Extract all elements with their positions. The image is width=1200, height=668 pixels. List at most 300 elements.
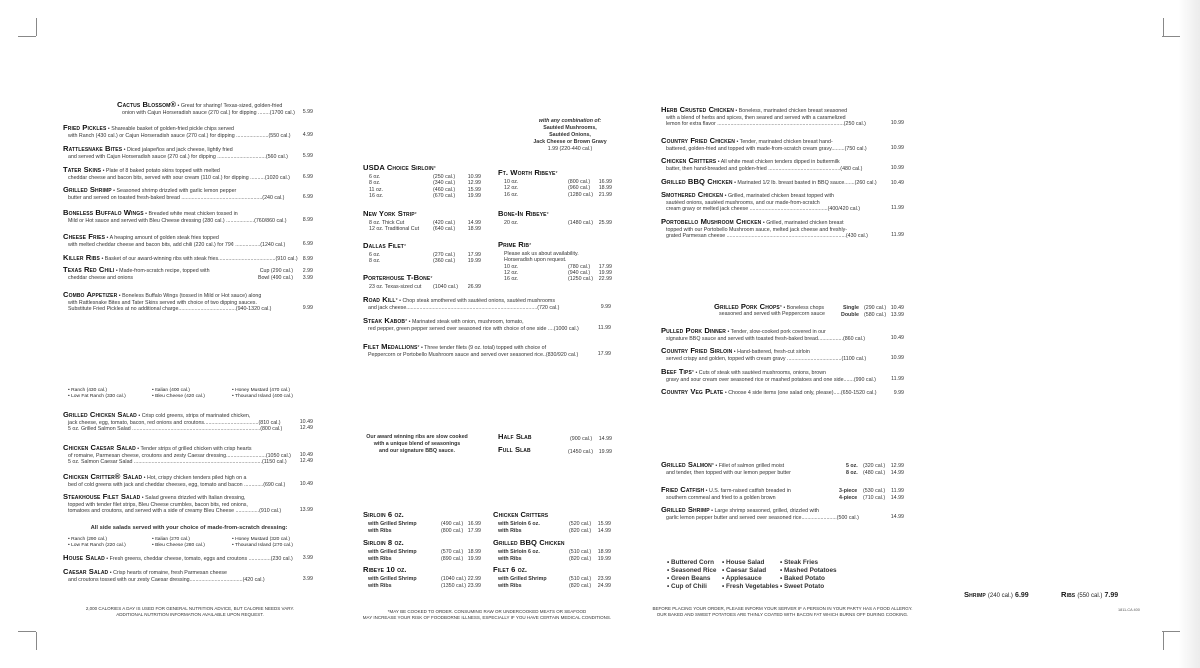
footer-line: BEFORE PLACING YOUR ORDER, PLEASE INFORM YOUR SERVER IF A PERSON IN YOUR PARTY HAS A FOOD ALLERGY. bbox=[652, 606, 913, 611]
item-cal: (480 cal.) bbox=[863, 470, 886, 476]
combo-option: with Ribs bbox=[498, 582, 522, 589]
combo-option: with Ribs bbox=[368, 555, 392, 562]
item-name: Country Veg Plate bbox=[661, 387, 724, 396]
item-line: Grilled Shrimp • Seasoned shrimp drizzled with garlic lemon pepper bbox=[63, 185, 237, 194]
item-price: 18.99 bbox=[597, 549, 611, 555]
item-desc: lemon for extra flavor ......................................................................................(250 cal.) bbox=[666, 121, 866, 128]
dressing-col-1 bbox=[68, 388, 126, 400]
item-desc: Boneless, marinated chicken breast seasoned bbox=[738, 108, 848, 114]
item-desc: Seasoned shrimp drizzled with garlic lemon pepper bbox=[116, 188, 237, 194]
steak-nystrip bbox=[363, 209, 481, 233]
item-name: Pulled Pork Dinner bbox=[661, 326, 726, 335]
item-name: Dallas Filet bbox=[363, 241, 404, 250]
item-cal: (250 cal.) bbox=[433, 174, 456, 180]
item-price: 17.99 bbox=[467, 527, 481, 534]
combo-item bbox=[493, 510, 611, 534]
item-price: 11.99 bbox=[891, 205, 904, 212]
item-cal: (960 cal.) bbox=[568, 185, 591, 192]
item-cal: (1280 cal.) bbox=[568, 191, 594, 198]
side-item: • Baked Potato bbox=[780, 575, 825, 582]
item-cal: (460 cal.) bbox=[433, 186, 456, 193]
page-edge-shadow bbox=[1178, 0, 1200, 668]
item-desc: Tender, slow-cooked pork covered in our bbox=[730, 329, 826, 335]
item-cal: (360 cal.) bbox=[433, 258, 456, 265]
item-name: Grilled Pork Chops bbox=[714, 302, 780, 311]
portion-label: 4-piece bbox=[839, 495, 858, 501]
combo-item bbox=[363, 510, 481, 534]
sides-col-3 bbox=[780, 559, 837, 591]
item-name: Cactus Blossom® bbox=[117, 100, 177, 109]
portion-label: 8 oz. bbox=[369, 258, 381, 265]
portion-label: 12 oz. Traditional Cut bbox=[369, 226, 420, 233]
item-price: 22.99 bbox=[467, 576, 481, 582]
item-name: Texas Red Chili bbox=[63, 265, 115, 274]
item-cal: (420 cal.) bbox=[433, 220, 456, 226]
appetizer-item bbox=[63, 167, 313, 181]
dressing-item: • Ranch (290 cal.) bbox=[68, 537, 107, 542]
item-desc: jack cheese, egg, tomato, bacon, red onions and croutons.....................................(810 cal.) bbox=[68, 419, 281, 426]
item-cal: (800 cal.) bbox=[568, 179, 591, 185]
appetizer-item bbox=[63, 267, 313, 281]
item-name: Ribeye 10 oz. bbox=[363, 565, 407, 574]
combo-item bbox=[493, 565, 611, 589]
item-line: Grilled BBQ Chicken • Marinated 1/2 lb. breast basted in BBQ sauce.......(260 cal.) bbox=[661, 177, 877, 186]
item-name: Killer Ribs bbox=[63, 253, 100, 262]
item-name: USDA Choice Sirloin bbox=[363, 163, 434, 172]
item-name: Country Fried Chicken bbox=[661, 136, 735, 145]
portion-label: Cup (290 cal.) bbox=[259, 268, 293, 274]
country-item bbox=[661, 348, 904, 362]
item-line: Country Fried Sirloin • Hand-battered, fresh-cut sirloin bbox=[661, 346, 810, 355]
item-price: 8.99 bbox=[302, 216, 313, 223]
item-price: 12.49 bbox=[299, 425, 313, 432]
item-price: 13.99 bbox=[299, 507, 313, 514]
dressing-item: • Low Fat Ranch (330 cal.) bbox=[68, 394, 126, 400]
item-line: Grilled Chicken Salad • Crisp cold greens, strips of marinated chicken, bbox=[63, 410, 251, 419]
note-line: Our award winning ribs are slow cooked bbox=[366, 434, 468, 440]
chicken-item bbox=[661, 158, 904, 172]
chicken-item bbox=[661, 138, 904, 152]
item-desc: Grilled, marinated chicken breast topped with bbox=[727, 193, 834, 199]
item-desc: Hand-battered, fresh-cut sirloin bbox=[737, 349, 810, 355]
item-name: Cheese Fries bbox=[63, 232, 106, 241]
dressing-item: • Bleu Cheese (420 cal.) bbox=[152, 394, 205, 400]
item-desc: Peppercorn or Portobello Mushroom sauce and served over seasoned rice..(830/920 cal.) bbox=[368, 351, 579, 358]
item-line: Chicken Caesar Salad • Tender strips of grilled chicken with crisp hearts bbox=[63, 443, 252, 452]
combo-option: with Ribs bbox=[498, 555, 522, 562]
item-line: Porterhouse T-Bone* bbox=[363, 273, 433, 282]
item-desc: topped with our Portobello Mushroom sauce, melted jack cheese and freshly- bbox=[666, 226, 848, 233]
salad-item bbox=[63, 412, 313, 433]
item-desc: batter, then hand-breaded and golden-fried .................................................(480 cal.) bbox=[666, 165, 863, 172]
footer-nutrition bbox=[60, 606, 320, 617]
dressing-col-3 bbox=[232, 537, 293, 549]
dressing-item: • Thousand Island (400 cal.) bbox=[232, 394, 293, 400]
item-cal: (270 cal.) bbox=[433, 252, 456, 258]
item-name: Country Fried Sirloin bbox=[661, 346, 733, 355]
portion-label: 12 oz. bbox=[504, 185, 519, 192]
item-price: 19.99 bbox=[467, 258, 481, 265]
footer-line: ADDITIONAL NUTRITION INFORMATION AVAILABLE UPON REQUEST. bbox=[116, 611, 264, 617]
item-price: 10.99 bbox=[890, 120, 904, 127]
item-price: 6.99 bbox=[302, 193, 313, 200]
item-price: 14.99 bbox=[890, 470, 904, 476]
item-price: 9.99 bbox=[302, 305, 313, 311]
combo-item bbox=[493, 538, 611, 562]
item-line: Chicken Critters • All white meat chicken tenders dipped in buttermilk bbox=[661, 156, 840, 165]
item-desc: Basket of our award-winning ribs with steak fries.......................................(910 cal.) bbox=[104, 256, 298, 262]
item-desc: Boneless Buffalo Wings (tossed in Mild or Hot sauce) along bbox=[122, 293, 262, 299]
note-line: Sautéed Onions, bbox=[549, 132, 591, 138]
item-price: 5.99 bbox=[302, 152, 313, 159]
item-price: 12.99 bbox=[467, 180, 481, 187]
item-desc: Tender strips of grilled chicken with crisp hearts bbox=[140, 446, 252, 452]
item-price: 16.99 bbox=[467, 521, 481, 527]
item-price: 10.49 bbox=[299, 480, 313, 487]
side-item: • Green Beans bbox=[667, 575, 711, 582]
combo-item bbox=[363, 538, 481, 562]
combo-option: with Sirloin 6 oz. bbox=[498, 521, 540, 527]
appetizer-item bbox=[117, 102, 313, 116]
item-line: Dallas Filet* bbox=[363, 241, 406, 250]
item-name: House Salad bbox=[63, 553, 105, 562]
item-price: 14.99 bbox=[597, 527, 611, 534]
dressing-item: • Thousand Island (270 cal.) bbox=[232, 543, 293, 549]
item-desc: garlic lemon pepper butter and served over seasoned rice........................(500 cal.) bbox=[666, 514, 859, 521]
item-cal: (520 cal.) bbox=[569, 521, 592, 527]
item-note: Horseradish upon request. bbox=[504, 257, 567, 264]
item-cal: (320 cal.) bbox=[863, 463, 886, 469]
steak-kabob-item: Steak Kabob* • Marinated steak with onion, mushroom, tomato, red pepper, green pepper served over seasoned rice with choice of one side ....(1000 cal.) 11.99 bbox=[363, 316, 611, 332]
item-name: Chicken Critter® Salad bbox=[63, 472, 143, 481]
item-price: 11.99 bbox=[598, 324, 611, 331]
salad-item bbox=[63, 494, 313, 515]
item-desc: Marinated steak with onion, mushroom, tomato, bbox=[411, 319, 524, 325]
item-name: Steakhouse Filet Salad bbox=[63, 492, 141, 501]
side-item: • Steak Fries bbox=[780, 559, 819, 566]
appetizer-item bbox=[63, 146, 313, 160]
item-cal: (1040 cal.) bbox=[441, 576, 467, 582]
country-item bbox=[661, 369, 904, 383]
item-desc: Choose 4 side items (one salad only, please).....(650-1520 cal.) bbox=[728, 390, 877, 396]
salad-item bbox=[63, 445, 313, 466]
item-desc: Diced jalapeños and jack cheese, lightly fried bbox=[126, 147, 233, 153]
item-name: Ribs bbox=[1061, 590, 1076, 599]
fried-catfish-item: Fried Catfish • U.S. farm-raised catfish breaded in southern cornmeal and fried to a golden brown 3-piece 4-piece (530 cal.) (710 cal.) 11.99 14.99 bbox=[661, 485, 904, 501]
item-desc: cheddar cheese and bacon bits, served with sour cream (110 cal.) for dipping ..........(1020 cal.) bbox=[68, 174, 290, 181]
item-cal: (1250 cal.) bbox=[568, 276, 594, 283]
appetizer-item bbox=[63, 210, 313, 224]
item-price: 13.99 bbox=[890, 312, 904, 318]
chicken-item bbox=[661, 192, 904, 213]
item-desc: with a blend of herbs and spices, then seared and served with a caramelized bbox=[666, 114, 846, 121]
item-price: 19.99 bbox=[598, 269, 612, 276]
item-price: 10.99 bbox=[467, 174, 481, 180]
addon-shrimp bbox=[964, 590, 1029, 599]
item-desc: U.S. farm-raised catfish breaded in bbox=[708, 488, 791, 494]
item-price: 11.99 bbox=[891, 375, 904, 382]
item-price: 14.99 bbox=[598, 436, 612, 442]
item-price: 15.99 bbox=[597, 521, 611, 527]
item-price: 6.99 bbox=[302, 173, 313, 180]
item-price: 6.99 bbox=[1015, 592, 1029, 599]
side-salad-heading: All side salads served with your choice of made-from-scratch dressing: bbox=[90, 525, 288, 531]
item-name: Full Slab bbox=[498, 445, 531, 454]
item-name: Fried Pickles bbox=[63, 123, 107, 132]
country-item bbox=[661, 389, 904, 397]
dressing-col-1 bbox=[68, 537, 126, 549]
print-code: 1811-CA 400 bbox=[1118, 608, 1140, 612]
item-price: 25.99 bbox=[598, 220, 612, 226]
item-line: New York Strip* bbox=[363, 209, 417, 218]
item-price: 10.49 bbox=[890, 305, 904, 311]
item-cal: (800 cal.) bbox=[441, 527, 464, 534]
item-desc: Crisp hearts of romaine, fresh Parmesan cheese bbox=[113, 570, 227, 576]
dressing-item: • Honey Mustard (470 cal.) bbox=[232, 388, 290, 393]
item-desc: Shareable basket of golden-fried pickle chips served bbox=[111, 126, 235, 132]
item-cal: (570 cal.) bbox=[441, 549, 464, 555]
item-price: 15.99 bbox=[467, 186, 481, 193]
item-price: 21.99 bbox=[598, 191, 612, 198]
side-item: • House Salad bbox=[722, 559, 765, 566]
item-name: Prime Rib bbox=[498, 240, 530, 249]
item-cal: (1480 cal.) bbox=[568, 220, 594, 226]
item-desc: cheddar cheese and onions bbox=[68, 274, 134, 281]
item-cal: (820 cal.) bbox=[569, 555, 592, 562]
crop-mark bbox=[1163, 632, 1164, 650]
item-cal: (640 cal.) bbox=[433, 226, 456, 233]
dressing-item: • Low Fat Ranch (220 cal.) bbox=[68, 543, 126, 549]
item-line: Pulled Pork Dinner • Tender, slow-cooked pork covered in our bbox=[661, 326, 826, 335]
item-desc: Boneless chops bbox=[786, 305, 825, 311]
item-price: 10.99 bbox=[890, 164, 904, 171]
item-price: 19.99 bbox=[598, 449, 612, 455]
footer-line: 2,000 CALORIES A DAY IS USED FOR GENERAL NUTRITION ADVICE, BUT CALORIE NEEDS VARY. bbox=[85, 606, 295, 611]
house-salad-item: House Salad • Fresh greens, cheddar cheese, tomato, eggs and croutons ...............(230 cal.) 3.99 bbox=[63, 553, 313, 562]
item-price: 18.99 bbox=[467, 549, 481, 555]
item-price: 17.99 bbox=[597, 350, 611, 357]
crop-mark bbox=[1163, 18, 1164, 36]
salad-item bbox=[63, 474, 313, 488]
item-name: Beef Tips bbox=[661, 367, 692, 376]
portion-label: 3-piece bbox=[839, 488, 858, 494]
item-line: Herb Crusted Chicken • Boneless, marinated chicken breast seasoned bbox=[661, 105, 848, 114]
note-line: Sautéed Mushrooms, bbox=[543, 125, 597, 131]
item-line: Portobello Mushroom Chicken • Grilled, marinated chicken breast bbox=[661, 217, 844, 226]
item-name: Caesar Salad bbox=[63, 567, 109, 576]
portion-label: 16 oz. bbox=[504, 191, 519, 198]
item-name: Rattlesnake Bites bbox=[63, 144, 123, 153]
item-desc: grated Parmesan cheese .................................................................................(430 cal.) bbox=[666, 233, 868, 240]
appetizer-item bbox=[63, 187, 313, 201]
dressing-item: • Honey Mustard (320 cal.) bbox=[232, 537, 290, 542]
item-cal: (550 cal.) bbox=[1077, 593, 1103, 599]
dressing-item: • Italian (400 cal.) bbox=[152, 388, 190, 393]
item-desc: seasoned and served with Peppercorn sauce bbox=[719, 311, 826, 317]
item-price: 14.99 bbox=[890, 495, 904, 501]
portion-label: 11 oz. bbox=[369, 186, 384, 193]
item-name: Porterhouse T-Bone bbox=[363, 273, 431, 282]
sides-col-1 bbox=[667, 559, 716, 591]
item-desc: Tender, marinated chicken breast hand- bbox=[739, 139, 833, 145]
item-price: 10.99 bbox=[890, 354, 904, 361]
item-cal: (510 cal.) bbox=[569, 576, 592, 582]
footer-raw-warning bbox=[352, 609, 622, 620]
item-desc: and served with Cajun Horseradish sauce (270 cal.) for dipping .................................(560 cal.) bbox=[68, 153, 288, 160]
footer-line: MAY INCREASE YOUR RISK OF FOODBORNE ILLNESS, ESPECIALLY IF YOU HAVE CERTAIN MEDICAL CONDITIONS. bbox=[362, 614, 612, 620]
portion-label: 6 oz. bbox=[369, 174, 381, 180]
item-desc: gravy and sour cream over seasoned rice or mashed potatoes and one side.......(990 cal.) bbox=[666, 376, 876, 383]
item-price: 10.49 bbox=[299, 451, 313, 458]
item-cal: (890 cal.) bbox=[441, 555, 464, 562]
portion-label: Bowl (490 cal.) bbox=[257, 275, 293, 281]
item-price: 17.99 bbox=[598, 263, 612, 270]
item-cal: (670 cal.) bbox=[433, 192, 456, 199]
combo-option: with Ribs bbox=[498, 527, 522, 534]
side-item: • Seasoned Rice bbox=[667, 567, 717, 574]
item-desc: Cuts of steak with sautéed mushrooms, onions, brown bbox=[698, 370, 826, 376]
side-item: • Cup of Chili bbox=[667, 583, 707, 590]
dressing-item: • Ranch (430 cal.) bbox=[68, 388, 107, 393]
item-cal: (1450 cal.) bbox=[568, 449, 594, 455]
crop-mark bbox=[18, 36, 36, 37]
item-cal: (940 cal.) bbox=[568, 269, 591, 276]
portion-label: 20 oz. bbox=[504, 220, 519, 226]
item-desc: bed of cold greens with jack and cheddar cheeses, egg, tomato and bacon .............(690 cal.) bbox=[68, 481, 286, 488]
crop-mark bbox=[36, 632, 37, 650]
item-note: Please ask us about availability. bbox=[504, 251, 579, 257]
item-desc: All white meat chicken tenders dipped in buttermilk bbox=[720, 159, 840, 165]
item-price: 18.99 bbox=[598, 185, 612, 192]
item-line: Beef Tips* • Cuts of steak with sautéed mushrooms, onions, brown bbox=[661, 367, 826, 376]
item-price: 7.99 bbox=[1104, 592, 1119, 599]
item-line: Boneless Buffalo Wings • Breaded white meat chicken tossed in bbox=[63, 208, 238, 217]
item-cal: (780 cal.) bbox=[568, 263, 591, 270]
item-desc: with melted cheddar cheese and bacon bits, add chili (220 cal.) for 79¢ .................(1240 cal.) bbox=[68, 241, 286, 248]
item-desc: A heaping amount of golden steak fries topped bbox=[109, 235, 219, 241]
item-line: Cactus Blossom® • Great for sharing! Texas-sized, golden-fried bbox=[117, 100, 283, 109]
item-name: Bone-In Ribeye bbox=[498, 209, 547, 218]
item-desc: signature BBQ sauce and served with toasted fresh-baked bread.................(860 cal.) bbox=[666, 335, 866, 342]
item-desc: butter and served on toasted fresh-baked bread .......................................................(240 cal.) bbox=[68, 194, 285, 201]
footer-line: *MAY BE COOKED TO ORDER. CONSUMING RAW OR UNDERCOOKED MEATS OR SEAFOOD bbox=[387, 609, 587, 614]
item-line: USDA Choice Sirloin* bbox=[363, 163, 436, 172]
item-price: 16.99 bbox=[598, 179, 612, 185]
side-item: • Mashed Potatoes bbox=[780, 567, 837, 574]
item-desc: tomatoes and croutons, and served with a side of creamy Bleu Cheese ................(910 cal.) bbox=[68, 508, 282, 515]
item-price: 9.99 bbox=[600, 303, 611, 310]
item-desc: and croutons tossed with our zesty Caesar dressing....................................(420 cal.) bbox=[68, 576, 265, 583]
item-price: 18.99 bbox=[467, 226, 481, 233]
item-line: Country Veg Plate • Choose 4 side items (one salad only, please).....(650-1520 cal.) bbox=[661, 387, 877, 396]
note-line: with a unique blend of seasonings bbox=[373, 440, 461, 447]
steak-sirloin bbox=[363, 163, 481, 199]
item-desc: with Rattlesnake Bites and Tater Skins served with choice of two dipping sauces. bbox=[68, 299, 257, 306]
caesar-salad-item: Caesar Salad • Crisp hearts of romaine, fresh Parmesan cheese and croutons tossed with our zesty Caesar dressing....................................(420 cal.) 3.99 bbox=[63, 567, 313, 583]
item-name: Steak Kabob bbox=[363, 316, 406, 325]
portion-label: 8 oz. bbox=[369, 180, 381, 187]
note-line: Jack Cheese or Brown Gravy bbox=[533, 139, 607, 145]
item-name: Chicken Critters bbox=[493, 510, 549, 519]
item-line: Chicken Critter® Salad • Hot, crispy chicken tenders piled high on a bbox=[63, 472, 247, 481]
item-price: 14.99 bbox=[467, 220, 481, 226]
item-line: Cheese Fries • A heaping amount of golden steak fries topped bbox=[63, 232, 219, 241]
item-name: Chicken Caesar Salad bbox=[63, 443, 136, 452]
item-cal: (340 cal.) bbox=[433, 180, 456, 187]
item-price: 10.49 bbox=[890, 334, 904, 341]
item-name: Grilled Chicken Salad bbox=[63, 410, 137, 419]
crop-mark bbox=[18, 631, 36, 632]
steak-dallas bbox=[363, 241, 481, 265]
item-price: 10.99 bbox=[890, 144, 904, 151]
item-cal: (1040 cal.) bbox=[433, 284, 459, 290]
item-desc: Grilled, marinated chicken breast bbox=[766, 220, 844, 226]
filet-medallions-item: Filet Medallions* • Three tender filets (9 oz. total) topped with choice of Peppercorn or Portobello Mushroom sauce and served over seasoned rice..(830/920 cal.) 17.99 bbox=[363, 342, 611, 358]
portion-label: 6 oz. bbox=[369, 252, 381, 258]
item-line: Prime Rib* bbox=[498, 240, 532, 249]
steak-toppings-note bbox=[520, 118, 620, 153]
item-price: 19.99 bbox=[467, 555, 481, 562]
footer-allergy bbox=[645, 606, 920, 617]
item-cal: (820 cal.) bbox=[569, 527, 592, 534]
item-desc: Marinated 1/2 lb. breast basted in BBQ sauce.......(260 cal.) bbox=[737, 180, 877, 186]
portion-label: Double bbox=[841, 312, 859, 318]
addon-ribs bbox=[1061, 590, 1118, 599]
dressing-item: • Bleu Cheese (280 cal.) bbox=[152, 543, 205, 549]
item-name: Grilled Salmon bbox=[661, 460, 712, 469]
item-line: Killer Ribs • Basket of our award-winning ribs with steak fries.......................................(910 cal.) bbox=[63, 253, 298, 262]
item-desc: 5 oz. Salmon Caesar Salad .......................................................................................(1150 cal.) bbox=[68, 459, 287, 466]
note-line: with any combination of: bbox=[538, 118, 602, 124]
item-name: Portobello Mushroom Chicken bbox=[661, 217, 762, 226]
item-line: Combo Appetizer • Boneless Buffalo Wings (tossed in Mild or Hot sauce) along bbox=[63, 290, 262, 299]
item-desc: Made-from-scratch recipe, topped with bbox=[119, 268, 210, 274]
item-price: 10.49 bbox=[890, 180, 904, 186]
item-line: Country Fried Chicken • Tender, marinated chicken breast hand- bbox=[661, 136, 833, 145]
item-desc: and jack cheese.........................................................................................(720 cal.) bbox=[368, 304, 560, 311]
item-name: Grilled BBQ Chicken bbox=[493, 538, 565, 547]
portion-label: 16 oz. bbox=[504, 276, 519, 283]
item-name: Shrimp bbox=[964, 590, 986, 599]
item-price: 22.99 bbox=[598, 276, 612, 283]
item-desc: topped with tender filet strips, Bleu Cheese crumbles, bacon bits, red onions, bbox=[68, 501, 248, 508]
item-price: 10.49 bbox=[299, 418, 313, 425]
item-price: 2.99 bbox=[302, 268, 313, 274]
item-cal: (580 cal.) bbox=[864, 312, 887, 318]
item-desc: battered, golden-fried and topped with made-from-scratch cream gravy.........(750 cal.) bbox=[666, 145, 867, 152]
item-desc: with Ranch (430 cal.) or Cajun Horseradish sauce (270 cal.) for dipping ......................(550 cal.) bbox=[68, 132, 291, 139]
appetizer-item bbox=[63, 255, 313, 263]
road-kill-item: Road Kill* • Chop steak smothered with sautéed onions, sautéed mushrooms and jack cheese.........................................................................................(720 cal.) 9.99 bbox=[363, 295, 611, 311]
item-name: Filet 6 oz. bbox=[493, 565, 528, 574]
grilled-salmon-item: Grilled Salmon* • Fillet of salmon grilled moist and tender, then topped with our lemon pepper butter 5 oz. 8 oz. (320 cal.) (480 cal.) 12.99 14.99 bbox=[661, 460, 904, 476]
item-desc: sautéed onions, sautéed mushrooms, and our made-from-scratch bbox=[666, 199, 820, 206]
item-name: Sirloin 8 oz. bbox=[363, 538, 404, 547]
item-cal: (710 cal.) bbox=[863, 495, 886, 501]
appetizer-item bbox=[63, 234, 313, 248]
item-line: Bone-In Ribeye* bbox=[498, 209, 549, 218]
item-name: Road Kill bbox=[363, 295, 396, 304]
item-cal: (1350 cal.) bbox=[441, 582, 467, 589]
side-item: • Caesar Salad bbox=[722, 567, 767, 574]
item-price: 8.99 bbox=[302, 256, 313, 262]
item-name: Smothered Chicken bbox=[661, 190, 724, 199]
dressing-col-2 bbox=[152, 537, 205, 549]
note-line: and our signature BBQ sauce. bbox=[379, 447, 455, 454]
chicken-item bbox=[661, 179, 904, 187]
side-item: • Sweet Potato bbox=[780, 583, 825, 590]
country-item bbox=[661, 328, 904, 342]
